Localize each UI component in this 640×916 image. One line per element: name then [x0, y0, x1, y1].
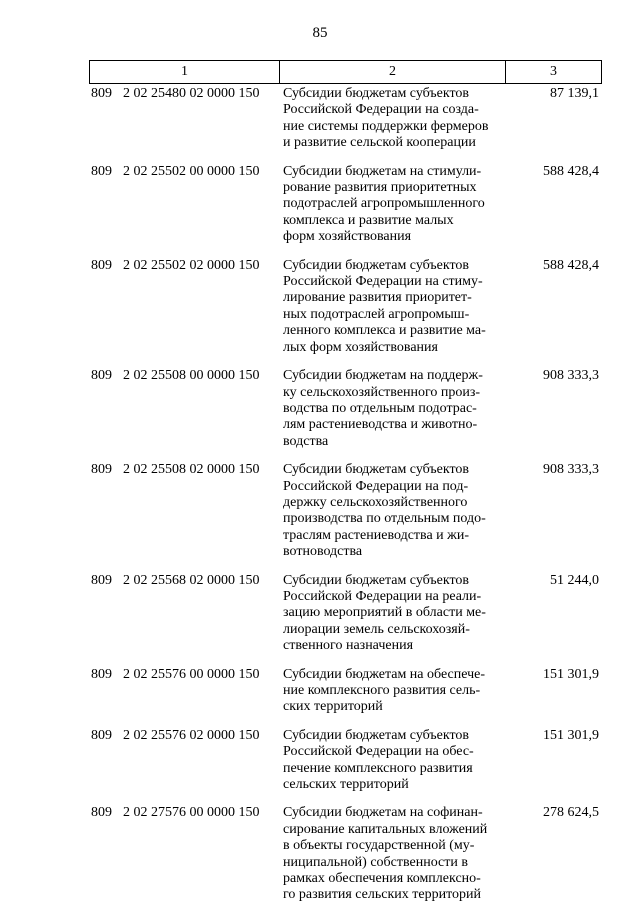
classification-code: 2 02 25508 00 0000 150 — [123, 368, 260, 384]
table-row — [89, 462, 601, 560]
amount: 588 428,4 — [543, 257, 599, 273]
budget-code — [89, 258, 281, 274]
revenue-description — [283, 368, 507, 450]
description-line: ку сельскохозяйственного произ- — [283, 384, 481, 400]
table-row — [89, 805, 601, 903]
administrator-code: 809 — [91, 572, 112, 588]
amount: 908 333,3 — [543, 368, 599, 384]
amount: 278 624,5 — [543, 805, 599, 821]
budget-code — [89, 86, 281, 102]
classification-code: 2 02 27576 00 0000 150 — [123, 805, 260, 821]
table-row — [89, 667, 601, 716]
classification-code: 2 02 25508 02 0000 150 — [123, 462, 260, 478]
column-header-3: 3 — [506, 61, 602, 84]
description-line: комплекса и развитие малых — [283, 212, 454, 228]
administrator-code: 809 — [91, 727, 112, 743]
description-line: ленного комплекса и развитие ма- — [283, 323, 486, 339]
revenue-description — [283, 86, 507, 152]
column-header-row — [90, 61, 602, 84]
classification-code: 2 02 25480 02 0000 150 — [123, 86, 260, 101]
amount: 151 301,9 — [543, 666, 599, 682]
description-line: и развитие сельской кооперации — [283, 135, 476, 151]
description-line: Российской Федерации на созда- — [283, 102, 479, 118]
description-line: лям растениеводства и животно- — [283, 417, 478, 433]
description-line: Субсидии бюджетам на поддерж- — [283, 368, 483, 384]
column-header-table — [89, 60, 602, 84]
classification-code: 2 02 25576 02 0000 150 — [123, 727, 260, 743]
description-line: Субсидии бюджетам на стимули- — [283, 163, 482, 179]
description-line: Российской Федерации на стиму- — [283, 274, 483, 290]
administrator-code: 809 — [91, 805, 112, 821]
description-line: подотраслей агропромышленного — [283, 196, 485, 212]
administrator-code: 809 — [91, 368, 112, 384]
table-row — [89, 86, 601, 152]
budget-code — [89, 667, 281, 683]
description-line: Субсидии бюджетам субъектов — [283, 257, 470, 273]
description-line: ских территорий — [283, 699, 383, 715]
revenue-description — [283, 573, 507, 655]
description-line: ниципальной) собственности в — [283, 854, 468, 870]
revenue-description — [283, 728, 507, 794]
table-body — [89, 86, 601, 916]
description-line: го развития сельских территорий — [283, 887, 482, 903]
description-line: Субсидии бюджетам субъектов — [283, 86, 470, 101]
table-row — [89, 258, 601, 356]
description-line: водства — [283, 433, 329, 449]
description-line: Российской Федерации на под- — [283, 478, 469, 494]
amount: 51 244,0 — [550, 572, 599, 588]
column-header-2: 2 — [280, 61, 506, 84]
description-line: водства по отдельным подотрас- — [283, 400, 477, 416]
revenue-description — [283, 667, 507, 716]
classification-code: 2 02 25576 00 0000 150 — [123, 666, 260, 682]
table-row — [89, 573, 601, 655]
column-header-1: 1 — [90, 61, 280, 84]
budget-code — [89, 368, 281, 384]
description-line: лиорации земель сельскохозяй- — [283, 621, 470, 637]
budget-code — [89, 573, 281, 589]
description-line: печение комплексного развития — [283, 760, 473, 776]
administrator-code: 809 — [91, 666, 112, 682]
description-line: лирование развития приоритет- — [283, 290, 472, 306]
description-line: Субсидии бюджетам субъектов — [283, 462, 470, 478]
table-row — [89, 368, 601, 450]
description-line: в объекты государственной (му- — [283, 838, 475, 854]
page-number: 85 — [312, 25, 328, 41]
classification-code: 2 02 25502 02 0000 150 — [123, 257, 260, 273]
description-line: вотноводства — [283, 544, 363, 560]
description-line: рамках обеспечения комплексно- — [283, 871, 481, 887]
budget-code — [89, 728, 281, 744]
classification-code: 2 02 25568 02 0000 150 — [123, 572, 260, 588]
description-line: Российской Федерации на обес- — [283, 744, 474, 760]
budget-code — [89, 462, 281, 478]
description-line: производства по отдельным подо- — [283, 511, 486, 527]
administrator-code: 809 — [91, 86, 112, 101]
description-line: ние комплексного развития сель- — [283, 683, 481, 698]
description-line: ние системы поддержки фермеров — [283, 118, 489, 134]
description-line: ственного назначения — [283, 638, 414, 654]
description-line: ных подотраслей агропромыш- — [283, 306, 470, 322]
administrator-code: 809 — [91, 257, 112, 273]
description-line: Субсидии бюджетам субъектов — [283, 572, 470, 588]
table-row — [89, 728, 601, 794]
revenue-description — [283, 462, 507, 560]
revenue-description — [283, 164, 507, 246]
amount: 87 139,1 — [550, 86, 599, 101]
table-row — [89, 164, 601, 246]
description-line: Субсидии бюджетам субъектов — [283, 727, 470, 743]
description-line: лых форм хозяйствования — [283, 339, 438, 355]
description-line: Субсидии бюджетам на обеспече- — [283, 666, 485, 682]
amount: 151 301,9 — [543, 727, 599, 743]
amount: 908 333,3 — [543, 462, 599, 478]
administrator-code: 809 — [91, 163, 112, 179]
description-line: форм хозяйствования — [283, 229, 412, 245]
revenue-description — [283, 805, 507, 903]
description-line: Субсидии бюджетам на софинан- — [283, 805, 483, 821]
revenue-description — [283, 258, 507, 356]
administrator-code: 809 — [91, 462, 112, 478]
description-line: зацию мероприятий в области ме- — [283, 605, 486, 621]
budget-code — [89, 805, 281, 821]
classification-code: 2 02 25502 00 0000 150 — [123, 163, 260, 179]
description-line: сельских территорий — [283, 777, 409, 793]
description-line: Российской Федерации на реали- — [283, 588, 482, 604]
description-line: держку сельскохозяйственного — [283, 494, 468, 510]
description-line: сирование капитальных вложений — [283, 821, 488, 837]
budget-code — [89, 164, 281, 180]
amount: 588 428,4 — [543, 163, 599, 179]
description-line: рование развития приоритетных — [283, 180, 477, 196]
description-line: траслям растениеводства и жи- — [283, 527, 469, 543]
